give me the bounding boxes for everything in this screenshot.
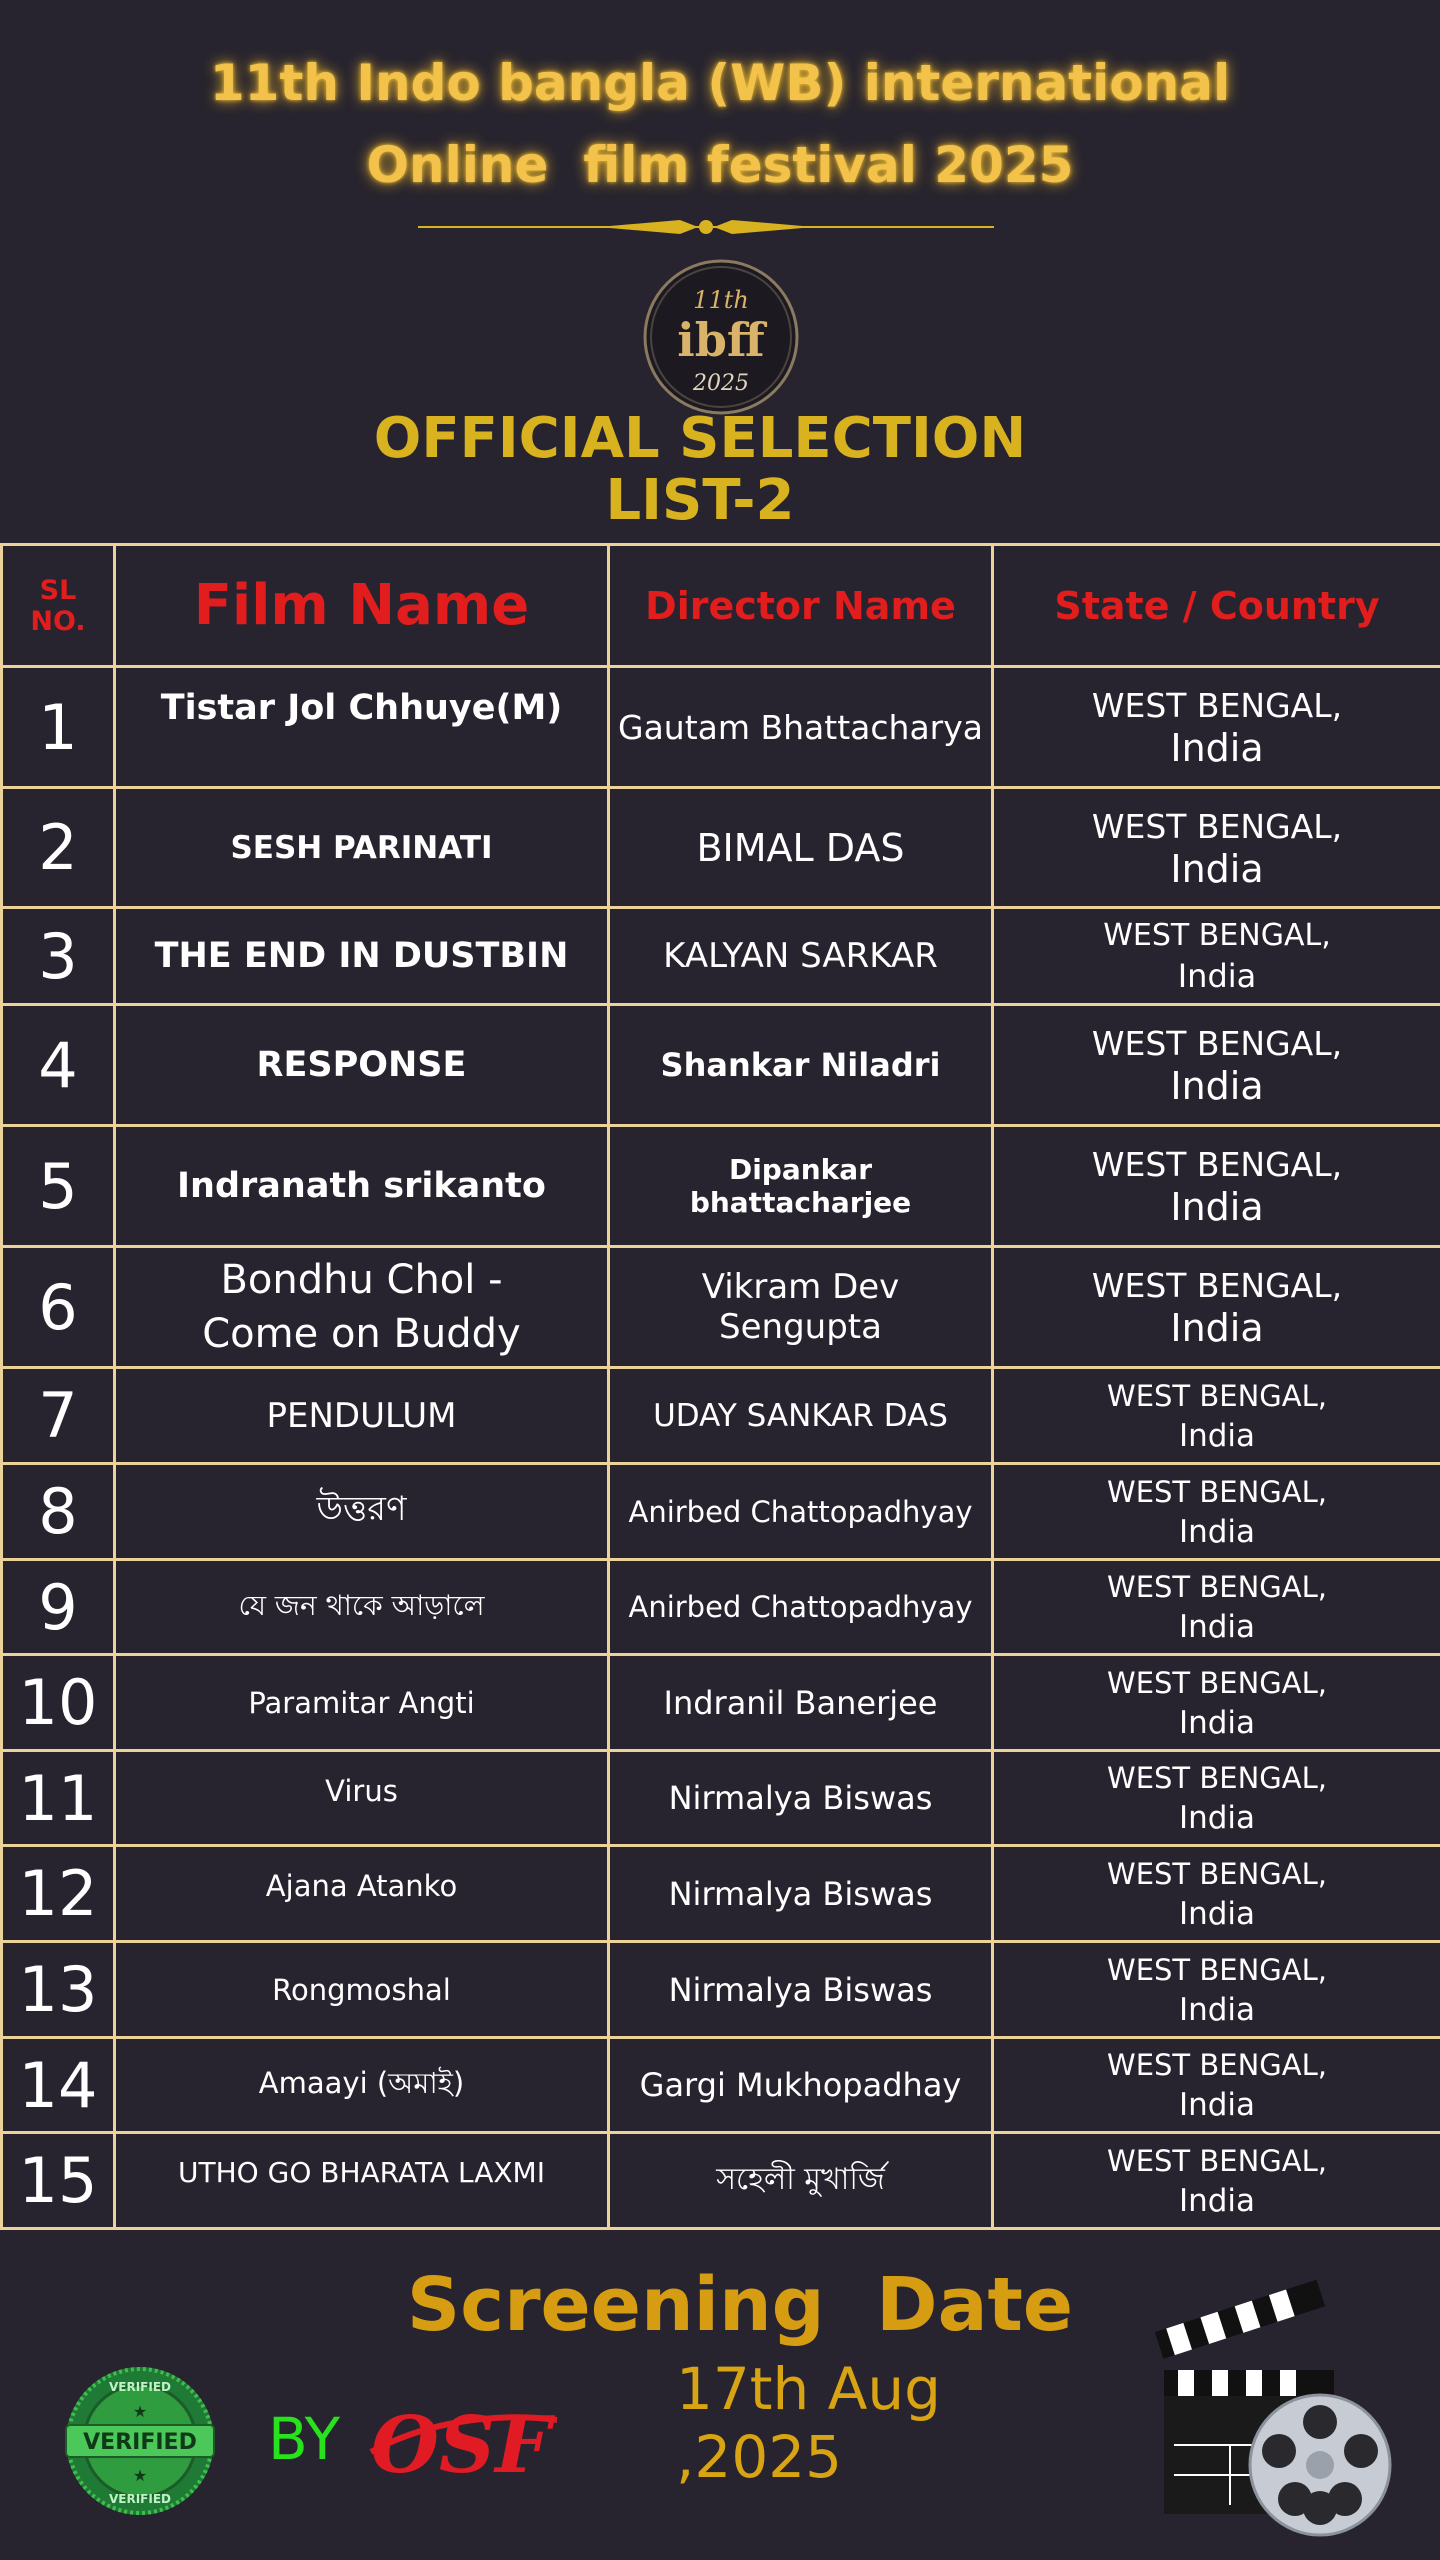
director-name: Gautam Bhattacharya: [609, 667, 993, 788]
column-header-state: State / Country: [993, 545, 1440, 667]
badge-bottom-text: VERIFIED: [108, 2492, 172, 2506]
sl-number: 11: [2, 1751, 115, 1846]
country-text: India: [1178, 1895, 1256, 1932]
film-name: RESPONSE: [115, 1005, 609, 1126]
screening-date-value: 17th Aug ,2025: [676, 2355, 941, 2491]
director-name: Indranil Banerjee: [609, 1655, 993, 1751]
state-country: [993, 908, 1440, 1005]
state-country: [993, 1655, 1440, 1751]
column-header-director: Director Name: [609, 545, 993, 667]
film-name: Virus: [115, 1751, 609, 1846]
director-name: Nirmalya Biswas: [609, 1846, 993, 1942]
director-name: Nirmalya Biswas: [609, 1751, 993, 1846]
state-country: [993, 1247, 1440, 1368]
country-text: India: [1178, 1800, 1256, 1836]
official-selection-line2: LIST-2: [605, 468, 795, 533]
festival-title-line1: 11th Indo bangla (WB) international: [209, 54, 1231, 112]
table-row: [2, 1368, 1440, 1464]
table-row: [2, 2133, 1440, 2229]
director-name: Anirbed Chattopadhyay: [609, 1464, 993, 1560]
film-name-line2: Come on Buddy: [202, 1311, 521, 1357]
sl-number: 8: [2, 1464, 115, 1560]
country-text: India: [1177, 957, 1257, 995]
table-row: [2, 788, 1440, 908]
festival-title-line2: Online film festival 2025: [366, 136, 1074, 194]
table-row: [2, 667, 1440, 788]
ornament-divider: [418, 212, 994, 242]
state-country: [993, 1846, 1440, 1942]
table-row: [2, 1942, 1440, 2038]
director-name: BIMAL DAS: [609, 788, 993, 908]
state-text: WEST BENGAL,: [1107, 2048, 1327, 2082]
film-name: যে জন থাকে আড়ালে: [115, 1560, 609, 1655]
table-row: [2, 1655, 1440, 1751]
sl-number: 4: [2, 1005, 115, 1126]
state-country: [993, 1942, 1440, 2038]
sl-number: 3: [2, 908, 115, 1005]
official-selection-line1: OFFICIAL SELECTION: [373, 406, 1027, 471]
festival-logo: [635, 258, 807, 416]
logo-line2: ibff: [677, 313, 765, 367]
director-name: Anirbed Chattopadhyay: [609, 1560, 993, 1655]
film-name: [115, 1247, 609, 1368]
film-name: Rongmoshal: [115, 1942, 609, 2038]
state-country: [993, 667, 1440, 788]
table-row: [2, 1126, 1440, 1247]
country-text: India: [1178, 2182, 1256, 2219]
sl-number: 14: [2, 2038, 115, 2133]
festival-title: [0, 42, 1440, 206]
state-text: WEST BENGAL,: [1091, 1024, 1343, 1063]
director-name: Shankar Niladri: [609, 1005, 993, 1126]
sl-number: 9: [2, 1560, 115, 1655]
svg-text:★: ★: [132, 2402, 148, 2421]
country-text: India: [1178, 1513, 1256, 1550]
sl-number: 13: [2, 1942, 115, 2038]
state-text: WEST BENGAL,: [1107, 1952, 1327, 1987]
badge-center-text: VERIFIED: [83, 2430, 197, 2455]
country-text: India: [1178, 1991, 1256, 2028]
table-row: [2, 1846, 1440, 1942]
sl-number: 5: [2, 1126, 115, 1247]
state-text: WEST BENGAL,: [1091, 1145, 1343, 1184]
state-country: [993, 1368, 1440, 1464]
country-text: India: [1170, 846, 1264, 891]
table-row: [2, 1464, 1440, 1560]
director-name: UDAY SANKAR DAS: [609, 1368, 993, 1464]
director-name: Nirmalya Biswas: [609, 1942, 993, 2038]
country-text: India: [1178, 1704, 1256, 1741]
country-text: India: [1170, 1064, 1264, 1108]
official-selection-heading: [0, 408, 1400, 532]
state-country: [993, 1464, 1440, 1560]
state-country: [993, 2038, 1440, 2133]
state-text: WEST BENGAL,: [1107, 1761, 1327, 1795]
director-name: Dipankar bhattacharjee: [609, 1126, 993, 1247]
state-country: [993, 788, 1440, 908]
table-row: [2, 1005, 1440, 1126]
logo-line1: 11th: [693, 286, 749, 314]
country-text: India: [1170, 1306, 1264, 1350]
table-row: [2, 2038, 1440, 2133]
director-name: Gargi Mukhopadhay: [609, 2038, 993, 2133]
state-text: WEST BENGAL,: [1091, 686, 1343, 725]
column-header-sl: SL NO.: [2, 545, 115, 667]
table-header-row: [2, 545, 1440, 667]
film-name: Indranath srikanto: [115, 1126, 609, 1247]
director-name: KALYAN SARKAR: [609, 908, 993, 1005]
logo-line3: 2025: [693, 371, 749, 396]
table-row: [2, 1560, 1440, 1655]
column-header-film: Film Name: [115, 545, 609, 667]
country-text: India: [1178, 1417, 1256, 1454]
country-text: India: [1178, 1609, 1256, 1645]
state-text: WEST BENGAL,: [1107, 1665, 1327, 1700]
state-text: WEST BENGAL,: [1103, 918, 1331, 953]
sl-number: 1: [2, 667, 115, 788]
table-row: [2, 1247, 1440, 1368]
film-name: PENDULUM: [115, 1368, 609, 1464]
sl-number: 7: [2, 1368, 115, 1464]
state-text: WEST BENGAL,: [1107, 1378, 1327, 1413]
state-country: [993, 1751, 1440, 1846]
state-text: WEST BENGAL,: [1107, 2143, 1327, 2178]
film-name: UTHO GO BHARATA LAXMI: [115, 2133, 609, 2229]
state-text: WEST BENGAL,: [1107, 1474, 1327, 1509]
sl-number: 15: [2, 2133, 115, 2229]
film-name: Amaayi (অমাই): [115, 2038, 609, 2133]
state-text: WEST BENGAL,: [1091, 806, 1343, 846]
film-name: THE END IN DUSTBIN: [115, 908, 609, 1005]
sl-number: 12: [2, 1846, 115, 1942]
selection-table: [0, 543, 1440, 2230]
film-name: Ajana Atanko: [115, 1846, 609, 1942]
osf-logo: [365, 2392, 561, 2486]
osf-logo-text: OSF: [371, 2400, 551, 2486]
state-country: [993, 1560, 1440, 1655]
film-name: SESH PARINATI: [115, 788, 609, 908]
state-country: [993, 2133, 1440, 2229]
film-name: Tistar Jol Chhuye(M): [115, 667, 609, 788]
clapperboard-film-reel-icon: [1150, 2275, 1400, 2540]
verified-badge-icon: [62, 2363, 218, 2519]
country-text: India: [1178, 2087, 1256, 2123]
badge-top-text: VERIFIED: [108, 2380, 172, 2394]
svg-text:★: ★: [132, 2466, 148, 2485]
sl-number: 2: [2, 788, 115, 908]
state-text: WEST BENGAL,: [1107, 1570, 1327, 1604]
screening-date-label: Screening Date: [406, 2262, 1074, 2348]
by-label: BY: [268, 2405, 341, 2473]
state-country: [993, 1126, 1440, 1247]
table-row: [2, 1751, 1440, 1846]
film-name: Paramitar Angti: [115, 1655, 609, 1751]
sl-number: 6: [2, 1247, 115, 1368]
state-text: WEST BENGAL,: [1107, 1856, 1327, 1891]
state-text: WEST BENGAL,: [1091, 1266, 1343, 1305]
country-text: India: [1170, 1185, 1264, 1229]
table-row: [2, 908, 1440, 1005]
director-name: সহেলী মুখার্জি: [609, 2133, 993, 2229]
state-country: [993, 1005, 1440, 1126]
country-text: India: [1170, 726, 1264, 770]
director-name: Vikram Dev Sengupta: [609, 1247, 993, 1368]
sl-number: 10: [2, 1655, 115, 1751]
film-name: উত্তরণ: [115, 1464, 609, 1560]
film-name-line1: Bondhu Chol -: [220, 1257, 503, 1303]
